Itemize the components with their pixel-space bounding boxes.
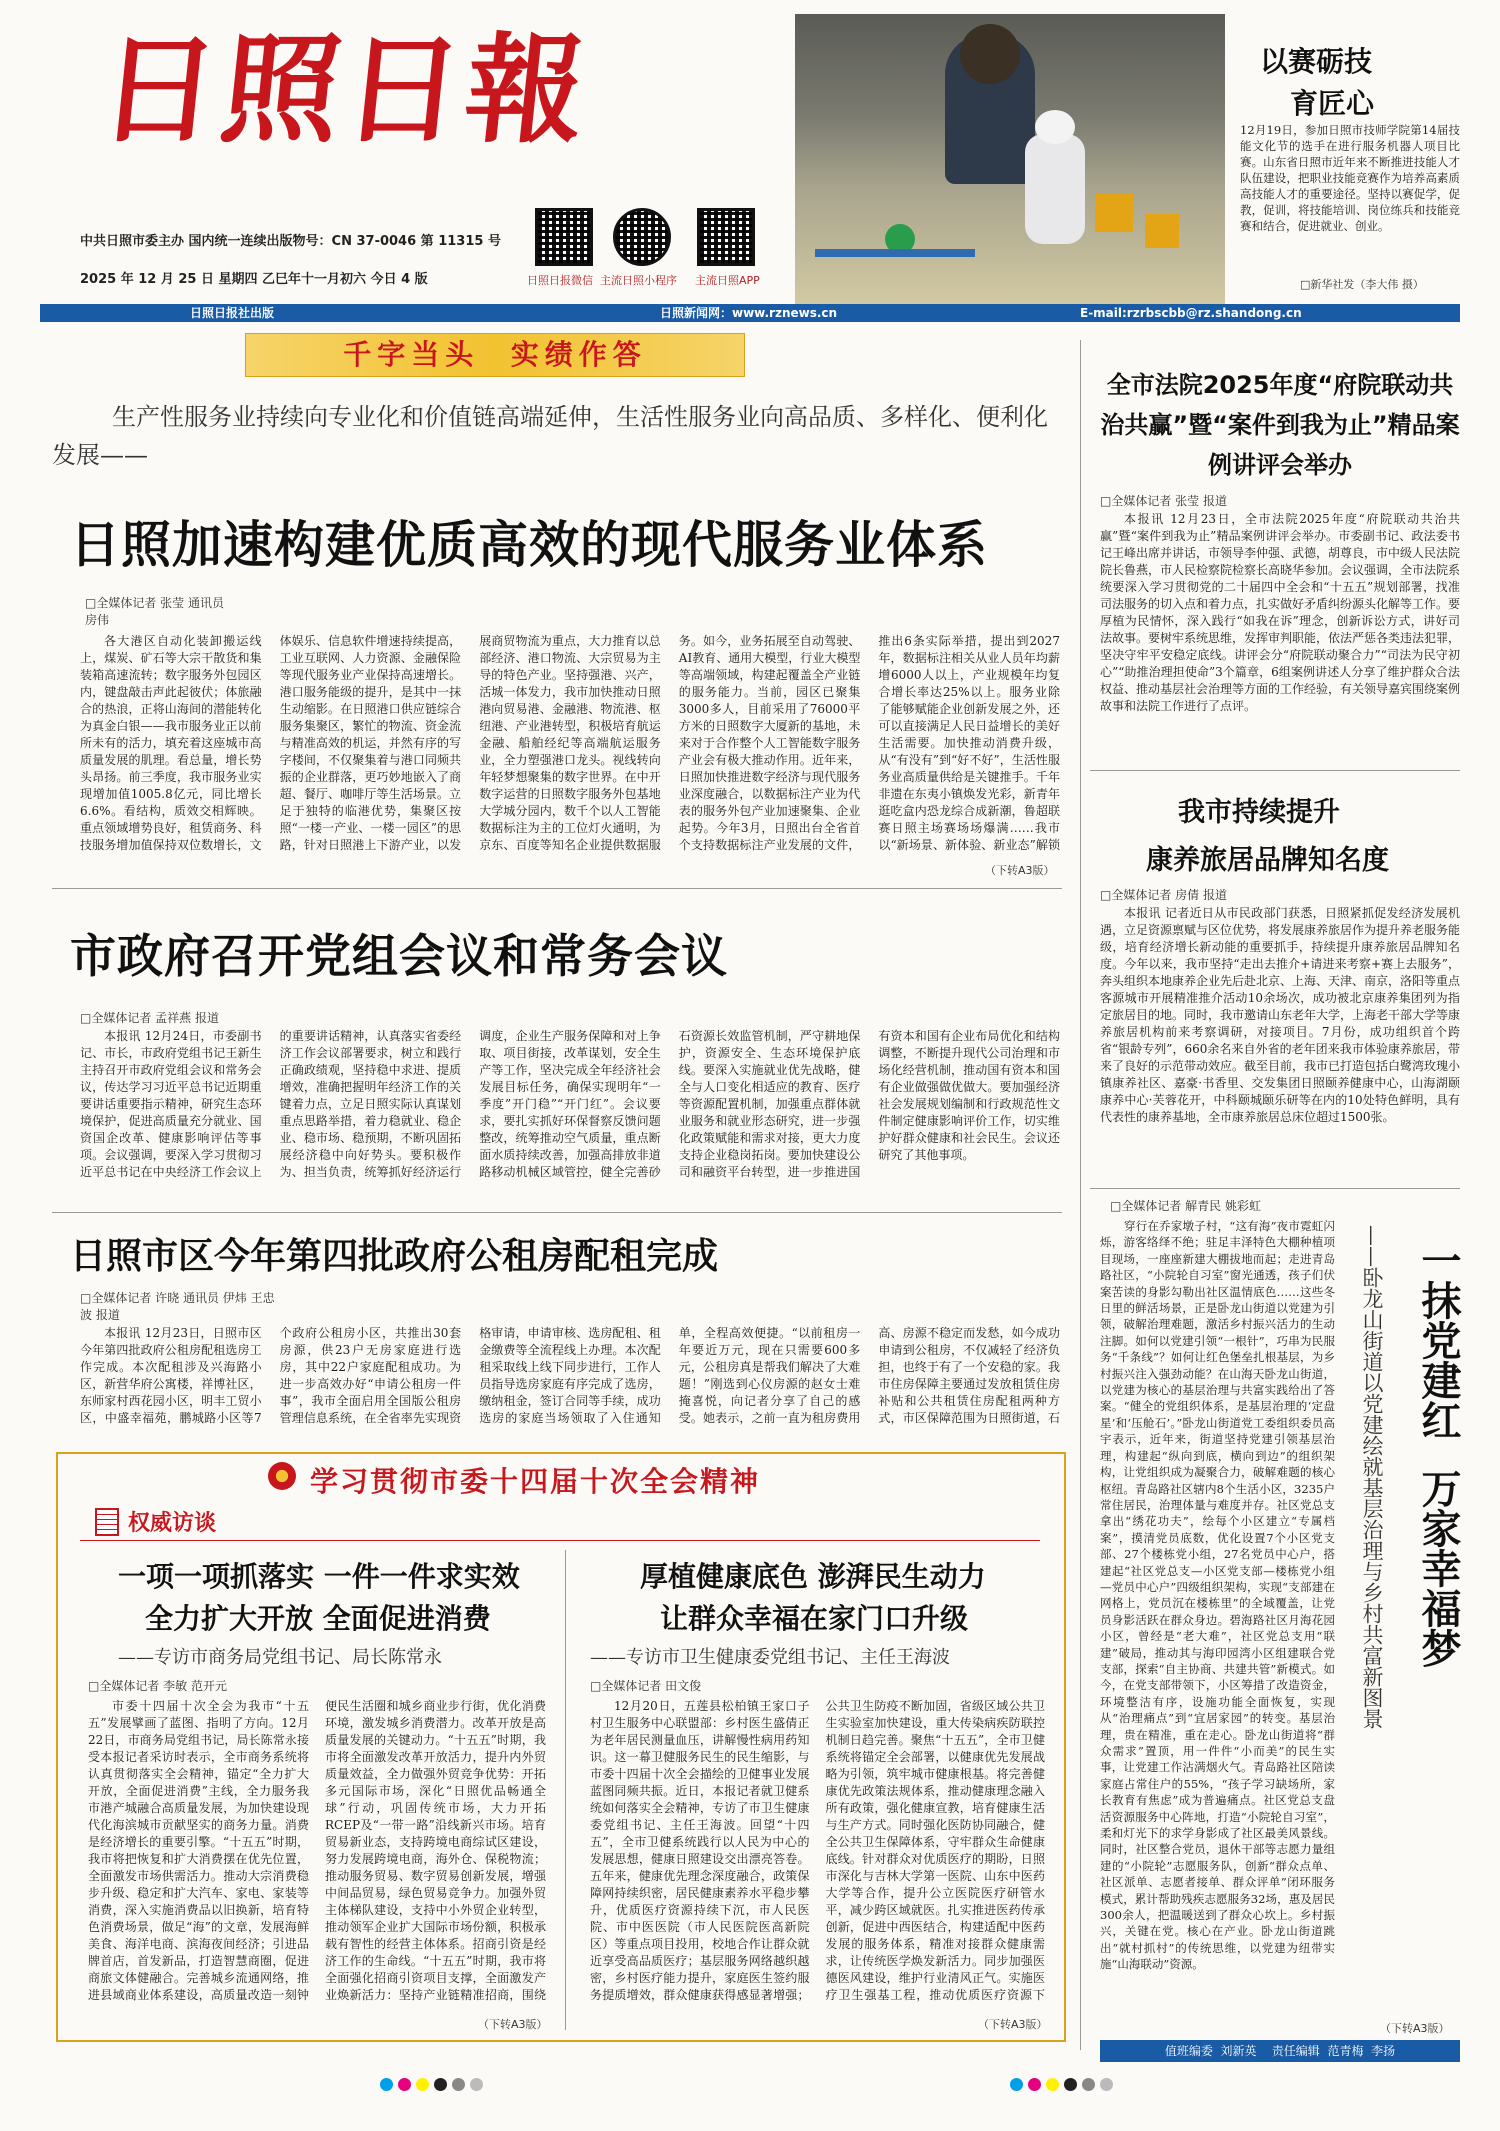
qr-label-app: 主流日照APP xyxy=(695,274,760,287)
lead-byline: □全媒体记者 张莹 通讯员 房伟 xyxy=(85,596,224,627)
health-tour-headline-1: 我市持续提升 xyxy=(1178,797,1340,828)
band-email-link[interactable]: E-mail:rzrbscbb@rz.shandong.cn xyxy=(1080,306,1302,320)
color-registration-marks xyxy=(1010,2078,1130,2092)
plenum-left-subhead: ——专访市商务局党组书记、局长陈常永 xyxy=(118,1647,442,1668)
qr-code-miniprogram[interactable] xyxy=(613,208,671,266)
party-emblem-icon xyxy=(268,1462,296,1490)
housing-headline: 日照市区今年第四批政府公租房配租完成 xyxy=(70,1236,719,1277)
divider xyxy=(80,1540,1040,1541)
housing-body: 本报讯 12月23日，日照市区今年第四批政府公租房配租选房工作完成。本次配租涉及兴海路小区，新营华府公寓楼，祥博社区，东师家村西花园小区，明丰工贸小区，中盛幸福苑，鹏城路小区等7个政府公租房小区，共推出30套房源，供23户无房家庭进行选房，其中22户家庭配租成功。为进一步高效办好“申请公租房一件事”，我市全面启用全国版公租房管理信息系统，在全省率先实现资格审请，申请审核、选房配租、租金缴费等全流程线上办理。本次配租采取线上线下同步进行，工作人员指导选房家庭有序完成了选房，缴纳租金，签订合同等手续，成功选房的家庭当场领取了入住通知单，全程高效便捷。“以前租房一年要近万元，现在只需要600多元，公租房真是帮我们解决了大难题！”刚选到心仪房源的赵女士难掩喜悦，向记者分享了自己的感受。她表示，之前一直为租房费用高、房源不稳定而发愁，如今成功申请到公租房，不仅减轻了经济负担，也终于有了一个安稳的家。我市住房保障主要通过发放租赁住房补贴和公共租赁住房配租两种方式，市区保障范围为日照街道，石 xyxy=(80,1326,1060,1425)
band-publisher: 日照日报社出版 xyxy=(190,306,275,320)
health-tour-headline-2: 康养旅居品牌知名度 xyxy=(1146,845,1389,876)
plenum-right-continue: （下转A3版） xyxy=(978,2018,1048,2031)
color-registration-marks xyxy=(380,2078,500,2092)
plenum-left-continue: （下转A3版） xyxy=(478,2018,548,2031)
plenum-section-tag: 权威访谈 xyxy=(128,1511,217,1536)
photo-credit: □新华社发（李大伟 摄） xyxy=(1300,278,1424,291)
lead-kicker: 生产性服务业持续向专业化和价值链高端延伸，生活性服务业向高品质、多样化、便利化发展—— xyxy=(52,403,1048,469)
band-website-link[interactable]: 日照新闻网：www.rznews.cn xyxy=(660,306,838,320)
footer-editor-line: 值班编委 刘新英 责任编辑 范青梅 李扬 xyxy=(1164,2044,1396,2058)
divider xyxy=(1090,1188,1460,1189)
plenum-right-headline-1: 厚植健康底色 澎湃民生动力 xyxy=(640,1560,986,1593)
divider xyxy=(52,888,1062,889)
plenum-left-headline-2: 全力扩大开放 全面促进消费 xyxy=(145,1602,491,1635)
plenum-banner: 学习贯彻市委十四届十次全会精神 xyxy=(310,1465,761,1498)
party-subheadline: ——卧龙山街道以党建绘就基层治理与乡村共富新图景 xyxy=(1360,1225,1384,1729)
document-icon xyxy=(95,1508,119,1536)
masthead-title: 日照日報 xyxy=(92,20,596,159)
divider xyxy=(1090,770,1460,771)
masthead-publisher: 中共日照市委主办 国内统一连续出版物号：CN 37-0046 第 11315 号 xyxy=(80,234,501,249)
photo-caption: 12月19日，参加日照市技师学院第14届技能文化节的选手在进行服务机器人项目比赛。山东省日照市近年来不断推进技能人才队伍建设，把职业技能竞赛作为培养高素质高技能人才的重要途径。坚持以赛促学，促教，促训，将技能培训、岗位练兵和技能竞赛和结合，促进就业、创业。 xyxy=(1240,123,1460,233)
qr-code-wechat[interactable] xyxy=(535,208,593,266)
plenum-right-headline-2: 让群众幸福在家门口升级 xyxy=(660,1602,969,1635)
lead-headline: 日照加速构建优质高效的现代服务业体系 xyxy=(70,516,988,574)
qr-label-wechat: 日照日报微信 xyxy=(527,274,593,287)
housing-byline: □全媒体记者 许晓 通讯员 伊炜 王忠波 报道 xyxy=(80,1291,275,1322)
plenum-right-subhead: ——专访市卫生健康委党组书记、主任王海波 xyxy=(590,1647,950,1668)
qr-label-miniprogram: 主流日照小程序 xyxy=(600,274,677,287)
section-banner-text: 千字当头 实绩作答 xyxy=(343,338,647,371)
health-tour-byline: □全媒体记者 房倩 报道 xyxy=(1100,888,1227,902)
party-body-top: 穿行在乔家墩子村，“这有海”夜市霓虹闪烁，游客络绎不绝；驻足丰泽特色大棚种植项目现场，一座座新建大棚拔地而起；走进青岛路社区，“小院轮自习室”窗光通透，孩子们伏案苦读的身影勾勒出社区温情底色……这些冬日里的鲜活场景，正是卧龙山街道以党建为引领，破解治理难题，激活乡村振兴活力的生动注脚。如何以党建引领“一根针”，巧串为民服务“千条线”？如何让红色堡垒扎根基层，为乡村振兴注入强劲动能？在山海天卧龙山街道，以党建为核心的基层治理与共富实践给出了答案。“健全的党组织体系，是基层治理的‘定盘星’和‘压舱石’。”卧龙山街道党工委组织委员高宇表示，近年来，街道坚持党建引领基层治理，构建起“纵向到底，横向到边”的组织架构，让党组织成为凝聚合力，破解难题的核心枢纽。青岛路社区辖内8个生活小区，3235户常住居民，治理体量与难度并存。社区党总支拿出“绣花功夫”，绘每个小区建立“专属档案”，摸清党员底数，优化设置7个小区党支部、27个楼栋党小组，27名党员中心户，搭建起“社区党总支—小区党支部—楼栋党小组—党员中心户”四级组织架构，实现“支部建在网格上，党员沉在楼栋里”的全域覆盖，让党员身影活跃在群众身边。碧海路社区月海花园小区，曾经是“老大难”，社区党总支用“联建”破局，推动其与海印园湾小区组建联合党支部，探索“自主协商、共建共管”新模式。如今，在党支部带领下，小区筹措了改造资金，环境整洁有序，设施功能全面恢复，实现从“治理痛点”到“宜居家园”的转变。基层治理，贵在精准，重在走心。卧龙山街道将“群众需求”置顶，用一件件“小而美”的民生实事，让党建工作沾满烟火气。青岛路社区陪读家庭占常住户的55%，“孩子学习缺场所，家长教育有焦虑”成为普遍痛点。社区党总支盘活资源服务中心阵地，打造“小院轮自习室”，柔和灯光下的求学身影成了社区最美风景线。同时，社区整合党员，退休干部等志愿力量组建的“小院轮”志愿服务队，创新“群众点单、社区派单、志愿者接单、群众评单”闭环服务模式，累计帮助残疾志愿服务32场，惠及居民300余人，把温暖送到了群众心坎上。乡村振兴，关键在党。核心在产业。卧龙山街道跳出“就村抓村”的传统思维，以党建为纽带实施“山海联动”资源。 xyxy=(1100,1219,1335,1972)
divider xyxy=(52,1212,1062,1213)
photo-title-line1: 以赛砺技 xyxy=(1260,45,1373,78)
plenum-left-body: 市委十四届十次全会为我市“十五五”发展擘画了蓝图、指明了方向。12月22日，市商务局党组书记，局长陈常永接受本报记者采访时表示，全市商务系统将认真贯彻落实全会精神，锚定“全力扩大开放，全面促进消费”主线，全力服务我市港产城融合高质量发展，为加快建设现代化海滨城市贡献坚实的商务力量。消费是经济增长的重要引擎。“十五五”时期，我市将把恢复和扩大消费摆在优先位置，全面激发市场供需活力。推动大宗消费稳步升级、稳定和扩大汽车、家电、家装等消费，深入实施消费品以旧换新，培育特色消费场景，做足“海”的文章，发展海鲜美食、海洋电商、滨海夜间经济；引进品牌首店，首发新品，打造智慧商圈，促进商旅文体健融合。完善城乡流通网络，推进县域商业体系建设，高质量改造一刻钟便民生活圈和城乡商业步行街，优化消费环境，激发城乡消费潜力。改革开放是高质量发展的关键动力。“十五五”时期，我市将全面激发改革开放活力，提升内外贸质量效益，全力做强外贸竞争优势：开拓多元国际市场，深化“日照优品畅通全球”行动，巩固传统市场，大力开拓RCEP及“一带一路”沿线新兴市场。培育贸易新业态，支持跨境电商综试区建设，努力发展跨境电商，海外仓、保税物流；推动服务贸易、数字贸易创新发展，增强中间品贸易，绿色贸易竞争力。加强外贸主体梯队建设，支持中小外贸企业转型，推动领军企业扩大国际市场份额，积极承载有智性的经营主体体系。招商引资是经济工作的生命线。“十五五”时期，我市将全面强化招商引资项目支撑，全面激发产业焕新活力：坚持产业链精准招商，围绕 xyxy=(88,1699,546,2002)
lead-body: 各大港区自动化装卸搬运线上，煤炭、矿石等大宗干散货和集装箱高速流转；数字服务外包园区内，键盘敲击声此起彼伏；体旅融合的热浪，正将山海间的潜能转化为真金白银——我市服务业正以前所未有的活力，填充着这座城市高质量发展的肌理。看总量，增长势头昂扬。前三季度，我市服务业实现增加值1005.8亿元，同比增长6.6%。看结构，质效交相辉映。重点领域增势良好，租赁商务、科技服务增加值保持双位数增长，文体娱乐、信息软件增速持续提高，工业互联网、人力资源、金融保险等现代服务业产业保持高速增长。港口服务能级的提升，是其中一抹生动缩影。在日照港口供应链综合服务集聚区，繁忙的物流、资金流与精准高效的机运，并然有序的写字楼间，不仅聚集着与港口同频共振的企业群落，更巧妙地嵌入了商超、餐厅、咖啡厅等生活场景。立足于独特的临港优势，集聚区按照“一楼一产业、一楼一园区”的思路，针对日照港上下游产业，以发展商贸物流为重点，大力推育以总部经济、港口物流、大宗贸易为主导的特色产业。坚持强港、兴产，活城一体发力，我市加快推动日照港向贸易港、金融港、物流港、枢纽港、产业港转型，积极培育航运金融、船舶经纪等高端航运服务业，全力塑强港口龙头。视线转向年轻梦想聚集的数字世界。在中开数字运营的日照数字服务外包基地大学城分园内，数千个以人工智能数据标注为主的工位灯火通明，为京东、百度等知名企业提供数据服务。如今，业务拓展至自动驾驶、AI教育、通用大模型，行业大模型等高端领域，构建起覆盖全产业链的服务能力。当前，园区已聚集3000多人，目前采用了76000平方米的日照数字大厦新的基地，未来对于合作整个人工智能数字服务产业会有极大推动作用。近年来，日照加快推进数字经济与现代服务业深度融合，以数据标注产业为代表的服务外包产业加速聚集、企业起势。今年3月，日照出台全省首个支持数据标注产业发展的文件，推出6条实际举措，提出到2027年，数据标注相关从业人员年均薪增6000人以上，产业规模年均复合增长率达25%以上。服务业除了能够赋能企业创新发展之外，还可以直接满足人民日益增长的美好生活需要。加快推动消费升级，从“有没有”到“好不好”，生活性服务业高质量供给是关键推手。千年非遗在东夷小镇焕发光彩，新青年逛吃盒内恐龙综合成新潮，鲁超联赛日照主场赛场场爆满……我市以“新场景、新体验、新业态”解锁 xyxy=(80,634,1060,852)
gov-byline: □全媒体记者 孟祥燕 报道 xyxy=(80,1011,219,1025)
health-tour-body: 本报讯 记者近日从市民政部门获悉，日照紧抓促发经济发展机遇，立足资源禀赋与区位优势，将发展康养旅居作为提升养老服务能级，培育经济增长新动能的重要抓手，持续提升康养旅居品牌知名度。今年以来，我市坚持“走出去推介+请进来考察+赛上去服务”，奔头组织本地康养企业先后赴北京、上海、天津、南京，洛阳等重点客源城市开展精准推介活动10余场次，成功被北京康养集团列为指定旅居目的地。同时，我市邀请山东老年大学，上海老干部大学等康养旅居机构前来考察调研，对接项目。7月份，成功组织首个跨省“银龄专列”，660余名来自外省的老年团来我市体验康养旅居，带来了良好的示范带动效应。截至目前，我市已打造包括白鹭湾玫瑰小镇康养社区、嘉豪·书香里、交发集团日照颐养健康中心，山海湖颐康养中心·芙蓉花开，中科颐城颐乐研等在内的10处特色鲜明，具有代表性的康养基地，全市康养旅居总床位超过1500张。 xyxy=(1100,906,1460,1124)
photo-title-line2: 育匠心 xyxy=(1290,87,1375,120)
plenum-right-byline: □全媒体记者 田文俊 xyxy=(590,1679,702,1693)
masthead-date: 2025 年 12 月 25 日 星期四 乙巳年十一月初六 今日 4 版 xyxy=(80,272,428,287)
divider xyxy=(565,1550,566,2030)
party-continue: （下转A3版） xyxy=(1380,2022,1450,2035)
courts-headline: 全市法院2025年度“府院联动共治共赢”暨“案件到我为止”精品案例讲评会举办 xyxy=(1100,371,1460,479)
gov-headline: 市政府召开党组会议和常务会议 xyxy=(70,929,728,983)
divider xyxy=(1080,340,1081,2050)
gov-body: 本报讯 12月24日，市委副书记、市长，市政府党组书记王新生主持召开市政府党组会议和常务会议，传达学习习近平总书记近期重要讲话重要指示精神，研究生态环境保护，促进高质量充分就业、国资国企改革、健康影响评估等事项。会议强调，要深入学习贯彻习近平总书记在中央经济工作会议上的重要讲话精神，认真落实省委经济工作会议部署要求，树立和践行正确政绩观，坚持稳中求进、提质增效，准确把握明年经济工作的关键着力点，立足日照实际认真谋划重点思路举措，着力稳就业、稳企业、稳市场、稳预期，不断巩固拓展经济稳中向好势头。要积极作为、担当负责，统筹抓好经济运行调度，企业生产服务保障和对上争取、项目街接，改革谋划，安全生产等工作，坚决完成全年经济社会发展目标任务，确保实现明年“一季度”开门稳”“开门红”。会议要求，要扎实抓好环保督察反馈问题整改，统筹推动空气质量，重点断面水质持续改善，加强高排放非道路移动机械区域管控，健全完善砂石资源长效监管机制，严守耕地保护，资源安全、生态环境保护底线。要深入实施就业优先战略，健全与人口变化相适应的教育、医疗等资源配置机制，加强重点群体就业服务和就业形态研究，进一步强化政策赋能和需求对接，更大力度支持企业稳岗拓岗。要加快建设公司和融资平台转型，进一步推进国有资本和国有企业布局优化和结构调整，不断提升现代公司治理和市场化经营机制，推动国有资本和国有企业做强做优做大。要加强经济社会发展规划编制和行政规范性文件制定健康影响评价工作，切实维护好群众健康和社会民生。会议还研究了其他事项。 xyxy=(80,1029,1060,1179)
party-headline: 一抹党建红 万家幸福梦 xyxy=(1415,1240,1461,1668)
party-byline: □全媒体记者 解青民 姚彩虹 xyxy=(1110,1199,1261,1213)
masthead xyxy=(40,10,800,310)
plenum-left-headline-1: 一项一项抓落实 一件一件求实效 xyxy=(118,1560,520,1593)
courts-byline: □全媒体记者 张莹 报道 xyxy=(1100,494,1227,508)
qr-code-app[interactable] xyxy=(697,208,755,266)
plenum-left-byline: □全媒体记者 李敏 范开元 xyxy=(88,1679,227,1693)
plenum-right-body: 12月20日，五莲县松柏镇王家口子村卫生服务中心联盟部：乡村医生盛倩正为老年居民测量血压，讲解慢性病用药知识。这一幕卫健服务民生的民生缩影，与市委十四届十次全会描绘的卫健事业发展蓝图同频共振。近日，本报记者就卫健系统如何落实全会精神，专访了市卫生健康委党组书记、主任王海波。回望“十四五”，全市卫健系统践行以人民为中心的发展思想，健康日照建设交出漂亮答卷。五年来，健康优先理念深度融合，政策保障网持续织密，居民健康素养水平稳步攀升，优质医疗资源持续下沉，市人民医院、市中医医院（市人民医院医高新院区）等重点项目投用，校地合作让群众就近享受高品质医疗；基层服务网络越织越密，乡村医疗能力提升，家庭医生签约服务提质增效，群众健康获得感显著增强；公共卫生防疫不断加固，省级区域公共卫生实验室加快建设，重大传染病疾防联控机制日趋完善。聚焦“十五五”，全市卫健系统将锚定全会部署，以健康优先发展战略为引领，筑牢城市健康根基。将完善健康优先政策法规体系，推动健康理念融入所有政策，强化健康宣教，培育健康生活与生产方式。同时强化医防协同融合，健全公共卫生保障体系，守牢群众生命健康底线。针对群众对优质医疗的期盼，日照市深化与吉林大学第一医院、山东中医药大学等合作，提升公立医院医疗研管水平，减少跨区域就医。扎实推进医药传承创新，促进中西医结合，构建适配中医药发展的服务体系，精准对接群众健康需求，让传统医学焕发新活力。同步加强医德医风建设，维护行业清风正气。实施医疗卫生强基工程，推动优质医疗资源下 xyxy=(590,1699,1045,2002)
lead-continue: （下转A3版） xyxy=(985,864,1055,877)
robot-photo xyxy=(795,14,1225,304)
courts-body: 本报讯 12月23日，全市法院2025年度“府院联动共治共赢”暨“案件到我为止”精品案例讲评会举办。市委副书记、政法委书记王峰出席并讲话，市领导李仲强、武德，胡尊良，市中级人民法院院长鲁燕，市人民检察院检察长高晓华参加。会议强调，全市法院系统要深入学习贯彻党的二十届四中全会和“十五五”规划部署，找准司法服务的切入点和着力点，扎实做好矛盾纠纷源头化解等工作。要厚植为民情怀，深入践行“如我在诉”理念，创新诉讼方式，讲好司法故事。要树牢系统思维，发挥审判职能，依法严惩各类违法犯罪，坚决守牢平安稳定底线。讲评会分“府院联动聚合力”“司法为民守初心”“助推治理担使命”3个篇章，6组案例讲述人分享了维护群众合法权益、推动基层社会治理等方面的工作经验，有关领导嘉宾围绕案例故事和法院工作进行了点评。 xyxy=(1100,512,1460,713)
